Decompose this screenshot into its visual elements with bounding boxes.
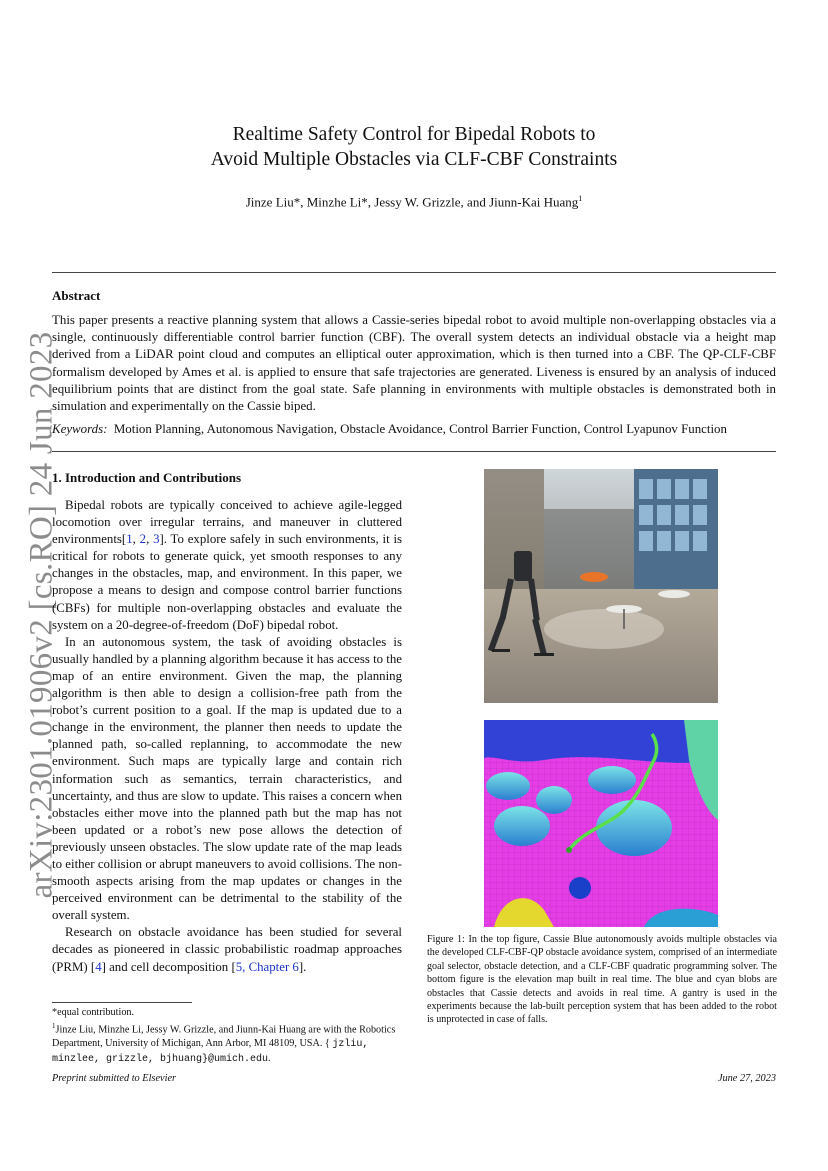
citation-2[interactable]: 2 <box>139 532 147 547</box>
author-list <box>0 194 828 210</box>
abstract-text: This paper presents a reactive planning system that allows a Cassie-series bipedal robot to avoid multiple non-overlapping obstacles via a single, continuously differentiable control barrier function (CBF). The overall system detects an individual obstacle via a height map derived from a LiDAR point cloud and computes an elliptical outer approximation, which is then turned into a CBF. The QP-CLF-CBF formalism developed by Ames et al. is applied to ensure that safe trajectories are generated. Liveness is ensured by an analysis of induced equilibrium points that are distinct from the goal state. Safe planning in environments with multiple obstacles is demonstrated both in simulation and experimentally on the Cassie biped. <box>52 313 776 414</box>
footnote-emails: jzliu, minzlee, grizzle, bjhuang}@umich.edu <box>52 1038 369 1065</box>
footnote-mark: 1 <box>52 1022 56 1030</box>
citation-3[interactable]: 3 <box>153 532 160 547</box>
citation-5[interactable]: 5, Chapter 6 <box>235 959 299 974</box>
p3-text-b: ] and cell decomposition [ <box>101 959 236 974</box>
p3-text-a: Research on obstacle avoidance has been studied for several decades as pioneered in classic probabilistic roadmap approaches (PRM) [ <box>52 925 402 974</box>
intro-body <box>52 497 402 976</box>
figure-photo-cassie-lab <box>484 469 718 703</box>
arxiv-id: arXiv:2301.01906v2 [cs.RO] 24 Jun 2023 <box>23 331 60 899</box>
footer-preprint: Preprint submitted to Elsevier <box>52 1073 177 1084</box>
paragraph-3 <box>52 924 402 975</box>
footnote-end: . <box>268 1052 271 1064</box>
footnote-equal: *equal contribution. <box>52 1007 135 1018</box>
figure-caption: Figure 1: In the top figure, Cassie Blue autonomously avoids multiple obstacles via the developed CLF-CBF-QP obstacle avoidance system, comprised of an intermediate goal selector, obstacle detection, and a CLF-CBF quadratic programming solver. The bottom figure is the elevation map built in real time. The blue and cyan blobs are obstacles that Cassie detects and avoids in real time. A gantry is used in the experiments because the lab-built perception system that has been added to the robot is unprotected in case of falls. <box>427 934 777 1026</box>
authors-text: Jinze Liu*, Minzhe Li*, Jessy W. Grizzle, and Jiunn-Kai Huang <box>245 194 579 210</box>
paragraph-2: In an autonomous system, the task of avoiding obstacles is usually handled by a planning algorithm because it has access to the map of an entire environment. Given the map, the planning algorithm is then able to design a collision-free path from the robot’s current position to a goal. If the map is updated due to a change in the environment, the planner then needs to update the planned path, so-called replanning, to accommodate the new environment. Such maps are typically large and contain rich information such as semantics, terrain characteristics, and uncertainty, and thus are slow to update. This raises a concern when obstacles either move into the planned path but the map has not been updated or a robot’s new pose allows the detection of previously unseen obstacles. The slow update rate of the map leads to either collision or abrupt maneuvers to avoid collisions. The non-smooth aspects arising from the map updates or changes in the perceived environment can be detrimental to the stability of the overall system. <box>52 634 402 923</box>
title-line-2: Avoid Multiple Obstacles via CLF-CBF Constraints <box>210 149 618 170</box>
citation-1[interactable]: 1 <box>126 532 133 547</box>
keywords-label: Keywords: <box>52 422 108 436</box>
title-line-1: Realtime Safety Control for Bipedal Robots to <box>232 124 596 145</box>
keywords-list: Motion Planning, Autonomous Navigation, Obstacle Avoidance, Control Barrier Function, Control Lyapunov Function <box>113 422 727 436</box>
authors-affiliation-mark: 1 <box>578 194 583 203</box>
abstract-heading: Abstract <box>52 288 101 303</box>
p1-text-a: Bipedal robots are typically conceived to achieve agile-legged locomotion over irregular terrains, and maneuver in cluttered environments[ <box>52 498 402 547</box>
top-rule <box>52 272 776 273</box>
paper-title <box>0 122 828 172</box>
section-heading: 1. Introduction and Contributions <box>52 470 242 485</box>
p3-text-c: ]. <box>298 959 307 974</box>
footer-date: June 27, 2023 <box>717 1073 776 1084</box>
figure-elevation-map <box>484 720 718 927</box>
footnote-rule <box>52 1002 192 1003</box>
keywords <box>52 422 776 437</box>
paragraph-1: Bipedal robots are typically conceived to achieve agile-legged locomotion over irregular terrains, and maneuver in cluttered environments[1, 2, 3]. To explore safely in such environments, it is critical for robots to generate quick, yet smooth responses to any changes in the obstacles, map, and environment. In this paper, we propose a means to design and compose control barrier functions (CBFs) for multiple non-overlapping obstacles and evaluate the system on a 20-degree-of-freedom (DoF) bipedal robot. <box>52 498 403 632</box>
p1-text-b: ]. To explore safely in such environments, it is critical for robots to generate quick, yet smooth responses to any changes in the obstacles, map, and environment. In this paper, we propose a means to design and compose control barrier functions (CBFs) for multiple non-overlapping obstacles and evaluate the system on a 20-degree-of-freedom (DoF) bipedal robot. <box>52 532 403 632</box>
footnote-affiliation <box>52 1020 402 1066</box>
citation-4[interactable]: 4 <box>95 959 102 974</box>
footnote-affiliation-text: Jinze Liu, Minzhe Li, Jessy W. Grizzle, and Jiunn-Kai Huang are with the Robotics Department, University of Michigan, Ann Arbor, MI 48109, USA. { <box>52 1024 396 1049</box>
bottom-rule <box>52 451 776 452</box>
